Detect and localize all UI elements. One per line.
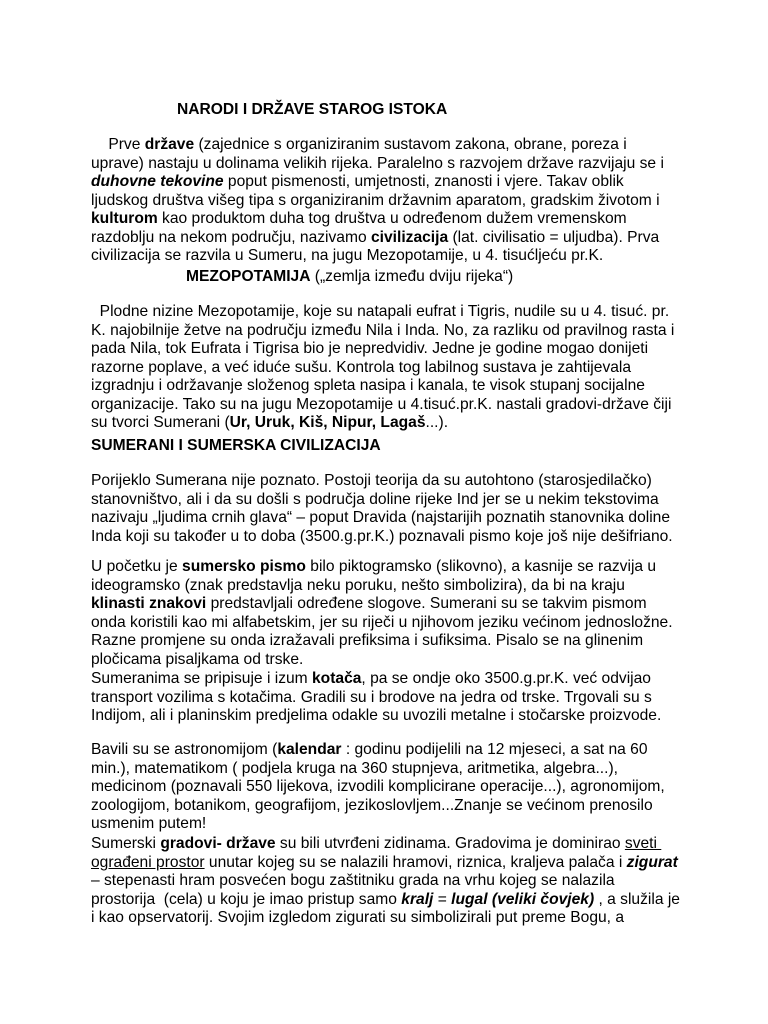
text-line: Plodne nizine Mezopotamije, koje su natapali eufrat i Tigris, nudile su u 4. tisuć. pr.: [91, 303, 670, 320]
text-line: [91, 741, 681, 760]
heading-text: MEZOPOTAMIJA: [186, 268, 311, 285]
text: su bili utvrđeni zidinama. Gradovima je dominirao: [275, 835, 625, 852]
term-duhovne-tekovine: duhovne tekovine: [91, 173, 224, 190]
text-line: nazivaju „ljudima crnih glava“ – poput Dravida (najstarijih poznatih stanovnika doline: [91, 509, 671, 526]
text-line: uprave) nastaju u dolinama velikih rijeka. Paralelno s razvojem države razvijaju se i: [91, 154, 664, 172]
paragraph-gradovi: [91, 835, 681, 928]
text-line: [91, 173, 681, 192]
text-line: Inda koji su također u to doba (3500.g.pr.K.) poznavali pismo koje još nije dešifriano.: [91, 527, 673, 545]
text: ...).: [425, 414, 449, 431]
section-heading-mezopotamija: [186, 268, 513, 287]
text-line: [91, 835, 681, 854]
term-drzave: države: [144, 136, 195, 153]
text-line: Porijeklo Sumerana nije poznato. Postoji teorija da su autohtono (starosjedilačko): [91, 472, 652, 489]
text: Bavili su se astronomijom (: [91, 741, 278, 758]
paragraph-kotac: [91, 670, 681, 726]
paragraph-intro: [91, 136, 681, 266]
paragraph-znanost: [91, 741, 681, 834]
text: Prve: [91, 136, 145, 153]
text: prostorija (cela) u koju je imao pristup samo: [91, 890, 402, 908]
term-sumersko-pismo: sumersko pismo: [182, 558, 306, 575]
text-line: [91, 891, 681, 910]
text-line: [91, 670, 681, 689]
term-zigurat: zigurat: [626, 853, 678, 871]
text-line: Razne promjene su onda izražavali prefiksima i sufiksima. Pisalo se na glinenim: [91, 632, 644, 649]
section-heading-sumerani: SUMERANI I SUMERSKA CIVILIZACIJA: [91, 437, 381, 454]
text-line: i kao opservatorij. Svojim izgledom zigurati su simbolizirali put preme Bogu, a: [91, 909, 625, 926]
term-gradovi-drzave: gradovi- države: [160, 835, 276, 852]
text-line: usmenim putem!: [91, 815, 207, 832]
document-title: NARODI I DRŽAVE STAROG ISTOKA: [177, 101, 448, 118]
term-cities: Ur, Uruk, Kiš, Nipur, Lagaš: [229, 414, 426, 431]
text-line: onda koristili kao mi alfabetskim, jer su riječi u njihovom jeziku većinom jednosložne.: [91, 613, 673, 631]
text: Sumerski: [91, 835, 161, 852]
text: Sumeranima se pripisuje i izum: [91, 670, 312, 687]
term-kotaca: kotača: [312, 670, 362, 687]
text: : godinu podijelili na 12 mjeseci, a sat na 60: [341, 741, 648, 758]
text: (zajednice s organiziranim sustavom zakona, obrane, poreza i: [194, 136, 627, 153]
text: razdoblju na nekom području, nazivamo: [91, 228, 371, 246]
text: bilo piktogramsko (slikovno), a kasnije se razvija u: [305, 558, 657, 575]
paragraph-mezopotamija: [91, 303, 681, 433]
term-kulturom: kulturom: [91, 210, 158, 227]
text-line: pločicama pisaljkama od trske.: [91, 650, 304, 668]
text-line: pada Nila, tok Eufrata i Tigrisa bio je nepredvidiv. Jedne je godine mogao donijeti: [91, 340, 649, 357]
text-line: ljudskog društva višeg tipa s organiziranim državnim aparatom, gradskim životom i: [91, 191, 660, 209]
text-line: civilizacija se razvila u Sumeru, na jugu Mezopotamije, u 4. tisućljeću pr.K.: [91, 247, 604, 264]
text-line: K. najobilnije žetve na području između Nila i Inda. No, za razliku od pravilnog rasta i: [91, 321, 675, 339]
text: U početku je: [91, 558, 183, 575]
text: , a služila je: [594, 890, 680, 908]
term-kralj: kralj: [401, 890, 434, 908]
term-lugal: lugal (veliki čovjek): [451, 890, 595, 908]
text-line: – stepenasti hram posvećen bogu zaštitniku grada na vrhu kojeg se nalazila: [91, 872, 615, 889]
term-civilizacija: civilizacija: [370, 228, 449, 246]
term-kalendar: kalendar: [277, 741, 342, 758]
text-line: stanovništvo, ali i da su došli s područja doline rijeke Ind jer se u nekim tekstovima: [91, 490, 659, 508]
text-line: [91, 229, 681, 248]
text: kao produktom duha tog društva u određenom dužem vremenskom: [157, 210, 627, 227]
text-line: Indijom, ali i planinskim predjelima odakle su uvozili metalne i stočarske proizvode.: [91, 707, 662, 724]
text: poput pismenosti, umjetnosti, znanosti i vjere. Takav oblik: [223, 173, 624, 190]
text-line: medicinom (poznavali 550 lijekova, izvodili komplicirane operacije...), agronomijom,: [91, 778, 665, 795]
text-line: [91, 558, 681, 577]
term-ogradjeni-prostor: ograđeni prostor: [91, 853, 205, 871]
heading-subtitle: („zemlja između dviju rijeka“): [310, 268, 514, 285]
text: su tvorci Sumerani (: [91, 414, 230, 431]
text-line: organizacije. Tako su na jugu Mezopotamije u 4.tisuć.pr.K. nastali gradovi-države čiji: [91, 395, 672, 413]
text-line: ideogramsko (znak predstavlja neku poruku, nešto simbolizira), da bi na kraju: [91, 576, 625, 594]
text: , pa se ondje oko 3500.g.pr.K. već odvijao: [361, 670, 651, 687]
text-line: [91, 210, 681, 229]
text: unutar kojeg su se nalazili hramovi, riznica, kraljeva palača i: [204, 853, 627, 871]
paragraph-pismo: [91, 558, 681, 669]
text-line: [91, 136, 681, 155]
term-sveti: sveti: [624, 835, 662, 852]
text-line: razorne poplave, a već iduće sušu. Kontrola tog labilnog sustava je zahtijevala: [91, 358, 632, 376]
text-line: izgradnju i održavanje složenog spleta nasipa i kanala, te visok stupanj socijalne: [91, 377, 645, 394]
text: =: [433, 890, 452, 908]
text-line: transport vozilima s kotačima. Gradili su i brodove na jedra od trske. Trgovali su s: [91, 688, 652, 706]
text: (lat. civilisatio = uljudba). Prva: [448, 228, 660, 246]
paragraph-porijeklo: [91, 472, 681, 546]
text: predstavljali određene slogove. Sumerani su se takvim pismom: [206, 595, 647, 612]
text-line: zoologijom, botanikom, geografijom, jezikoslovljem...Znanje se većinom prenosilo: [91, 796, 653, 814]
text-line: [91, 854, 681, 873]
text-line: [91, 595, 681, 614]
text-line: min.), matematikom ( podjela kruga na 360 stupnjeva, aritmetika, algebra...),: [91, 759, 618, 777]
term-klinasti-znakovi: klinasti znakovi: [91, 595, 207, 612]
text-line: [91, 414, 681, 433]
